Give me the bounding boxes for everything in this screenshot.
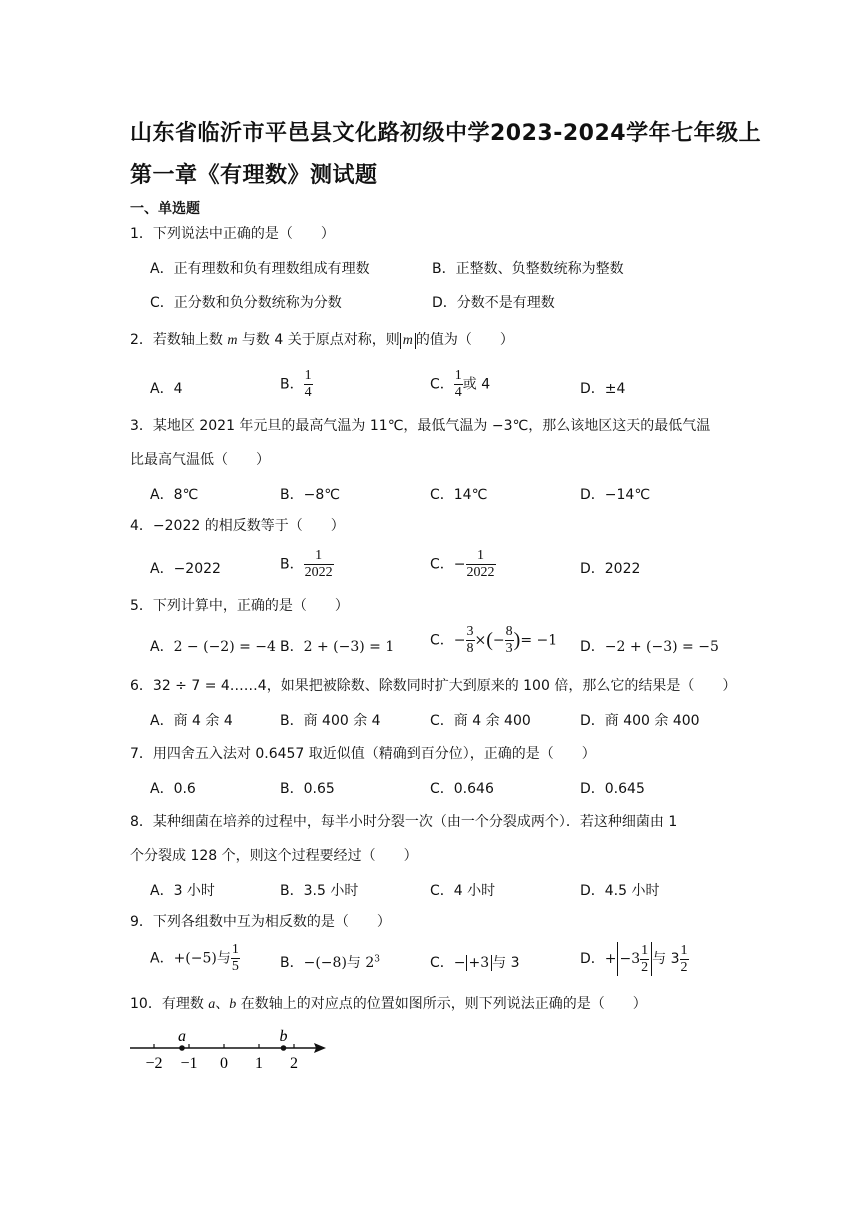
q5-c-num-2: 8 [505, 624, 513, 639]
number-line-figure [126, 1028, 346, 1078]
q8-option-a[interactable]: A．3 小时 [150, 883, 215, 899]
question-8-line-2: 个分裂成 128 个，则这个过程要经过（ ） [130, 848, 418, 864]
tick-label: 1 [255, 1055, 263, 1072]
q4-c-num: 1 [466, 548, 496, 565]
q5-option-b[interactable] [280, 636, 394, 656]
q5-c-paren-open: ( [486, 629, 493, 651]
q5-c-label: C． [430, 632, 454, 649]
q2-b-fraction [304, 368, 313, 401]
q5-option-c[interactable]: C．− $\frac{3}{8}$ ×(− $\frac{8}{3}$ )= −1 [430, 624, 558, 656]
q2-b-num: 1 [304, 368, 312, 383]
q5-c-fraction-1 [466, 624, 475, 657]
q4-option-a[interactable]: A．−2022 [150, 561, 221, 577]
q7-option-d[interactable]: D．0.645 [580, 781, 645, 797]
q8-option-b[interactable]: B．3.5 小时 [280, 883, 359, 899]
q2-b-den: 4 [304, 385, 312, 400]
q1-option-c[interactable]: C．正分数和负分数统称为分数 [150, 295, 342, 311]
question-10 [130, 994, 647, 1015]
q5-c-num-1: 3 [466, 624, 474, 639]
q5-b-label: B． [280, 639, 304, 655]
q9-d-den: 2 [680, 959, 688, 975]
q3-option-a[interactable]: A．8℃ [150, 487, 199, 503]
q9-d-label: D． [580, 951, 605, 967]
q9-a-fraction [231, 942, 240, 975]
q4-b-num: 1 [304, 548, 334, 565]
q2-abs-m: m [400, 333, 416, 349]
q5-d-expr: −2 + (−3) = −5 [604, 639, 719, 655]
q5-c-minus: − [453, 632, 466, 649]
q9-d-fraction [680, 943, 689, 976]
q9-d-abs-num: 1 [641, 942, 649, 958]
q7-option-a[interactable]: A．0.6 [150, 781, 196, 797]
tick-label: −2 [145, 1055, 163, 1072]
question-1: 1．下列说法中正确的是（ ） [130, 226, 335, 242]
point-b [281, 1045, 287, 1051]
q3-option-c[interactable]: C．14℃ [430, 487, 488, 503]
q9-b-label: B． [280, 955, 304, 971]
q8-option-c[interactable]: C．4 小时 [430, 883, 496, 899]
q2-c-label: C． [430, 376, 454, 393]
point-a-label: a [178, 1028, 186, 1045]
q5-c-fraction-2 [505, 624, 514, 657]
q4-b-label: B． [280, 556, 304, 573]
q9-c-label: C． [430, 955, 454, 971]
q9-a-label: A． [150, 950, 174, 967]
question-9: 9．下列各组数中互为相反数的是（ ） [130, 914, 391, 930]
q9-d-num: 1 [680, 942, 688, 958]
q6-option-c[interactable]: C．商 4 余 400 [430, 713, 531, 729]
tick-label: 2 [290, 1055, 298, 1072]
q2-option-d[interactable]: D．±4 [580, 381, 626, 397]
q2-option-a[interactable]: A．4 [150, 381, 183, 397]
q5-a-label: A． [150, 639, 174, 655]
q9-a-num: 1 [231, 942, 239, 957]
q6-option-b[interactable]: B．商 400 余 4 [280, 713, 381, 729]
q9-c-abs: +3 [466, 955, 493, 971]
q10-var-b: b [229, 997, 237, 1012]
tick-label: −1 [180, 1055, 198, 1072]
q4-b-den: 2022 [304, 565, 333, 580]
q2-var-m: m [227, 333, 238, 348]
q2-mid: 与数 4 关于原点对称，则 [237, 332, 400, 348]
q9-a-pre: +(−5)与 [173, 950, 231, 967]
q9-option-c[interactable] [430, 952, 520, 972]
q2-post: 的值为（ ） [415, 332, 514, 348]
question-3-line-1: 3．某地区 2021 年元旦的最高气温为 11℃，最低气温为 −3℃，那么该地区这天的最低气温 [130, 418, 711, 434]
q2-pre: 2．若数轴上数 [130, 332, 228, 348]
q8-option-d[interactable]: D．4.5 小时 [580, 883, 660, 899]
q10-sep: 、 [215, 996, 230, 1012]
q6-option-d[interactable]: D．商 400 余 400 [580, 713, 700, 729]
q2-option-b[interactable] [280, 368, 313, 401]
question-6: 6．32 ÷ 7 = 4……4，如果把被除数、除数同时扩大到原来的 100 倍，那么它的结果是（ ） [130, 678, 737, 694]
q5-option-a[interactable] [150, 636, 276, 656]
q5-a-expr: 2 − (−2) = −4 [173, 639, 276, 655]
title-line-1: 山东省临沂市平邑县文化路初级中学2023-2024学年七年级上 [130, 121, 762, 146]
q4-c-fraction [466, 548, 496, 581]
q5-option-d[interactable] [580, 636, 719, 656]
q9-b-pre: −(−8)与 2 [303, 955, 375, 971]
q5-c-den-1: 8 [466, 641, 474, 656]
q3-option-d[interactable]: D．−14℃ [580, 487, 651, 503]
question-5: 5．下列计算中，正确的是（ ） [130, 598, 349, 614]
q4-option-b[interactable] [280, 548, 334, 581]
point-a [179, 1045, 185, 1051]
question-7: 7．用四舍五入法对 0.6457 取近似值（精确到百分位），正确的是（ ） [130, 746, 596, 762]
q9-a-den: 5 [231, 959, 239, 974]
q9-c-pre: − [453, 955, 466, 971]
q4-b-fraction [304, 548, 334, 581]
question-4: 4．−2022 的相反数等于（ ） [130, 518, 345, 534]
q4-option-c[interactable] [430, 548, 496, 581]
q9-option-d[interactable] [580, 942, 689, 976]
q1-option-d[interactable]: D．分数不是有理数 [432, 295, 555, 311]
q5-c-times: × [474, 632, 487, 649]
q2-c-post: 或 4 [462, 376, 491, 393]
q2-c-fraction [454, 368, 463, 401]
q1-option-b[interactable]: B．正整数、负整数统称为整数 [432, 261, 624, 277]
q2-b-label: B． [280, 376, 304, 393]
q9-c-post: 与 3 [492, 955, 520, 971]
q5-d-label: D． [580, 639, 605, 655]
q7-option-c[interactable]: C．0.646 [430, 781, 494, 797]
q6-option-a[interactable]: A．商 4 余 4 [150, 713, 233, 729]
q9-b-exp: 3 [374, 954, 380, 965]
question-3-line-2: 比最高气温低（ ） [130, 452, 270, 468]
tick-label: 0 [220, 1055, 228, 1072]
q7-option-b[interactable]: B．0.65 [280, 781, 335, 797]
q5-b-expr: 2 + (−3) = 1 [303, 639, 395, 655]
question-8-line-1: 8．某种细菌在培养的过程中，每半小时分裂一次（由一个分裂成两个）．若这种细菌由 1 [130, 814, 678, 830]
q4-c-den: 2022 [466, 565, 495, 580]
q3-option-b[interactable]: B．−8℃ [280, 487, 340, 503]
q9-d-post: 与 3 [652, 951, 680, 967]
q9-d-abs-den: 2 [641, 959, 649, 975]
q10-var-a: a [208, 997, 216, 1012]
q4-option-d[interactable]: D．2022 [580, 561, 641, 577]
q9-d-abs-fraction [640, 943, 649, 976]
q2-c-den: 4 [454, 385, 462, 400]
q9-d-abs-int: −3 [619, 951, 641, 967]
q10-post: 在数轴上的对应点的位置如图所示，则下列说法正确的是（ ） [236, 996, 647, 1012]
q10-pre: 10．有理数 [130, 996, 209, 1012]
q9-option-a[interactable] [150, 942, 240, 975]
q9-d-pre: + [604, 951, 617, 967]
q5-c-paren-close: ) [513, 629, 521, 651]
q2-option-c[interactable] [430, 368, 490, 401]
q5-c-den-2: 3 [505, 641, 513, 656]
title-line-2: 第一章《有理数》测试题 [130, 163, 378, 188]
question-2 [130, 330, 514, 351]
q5-c-result: = −1 [520, 632, 558, 649]
point-b-label: b [279, 1028, 288, 1045]
q9-d-abs [617, 942, 653, 976]
q9-option-b[interactable] [280, 952, 380, 972]
section-heading: 一、单选题 [130, 201, 200, 217]
q4-c-label: C．− [430, 556, 466, 573]
q1-option-a[interactable]: A．正有理数和负有理数组成有理数 [150, 261, 370, 277]
q2-c-num: 1 [454, 368, 462, 383]
